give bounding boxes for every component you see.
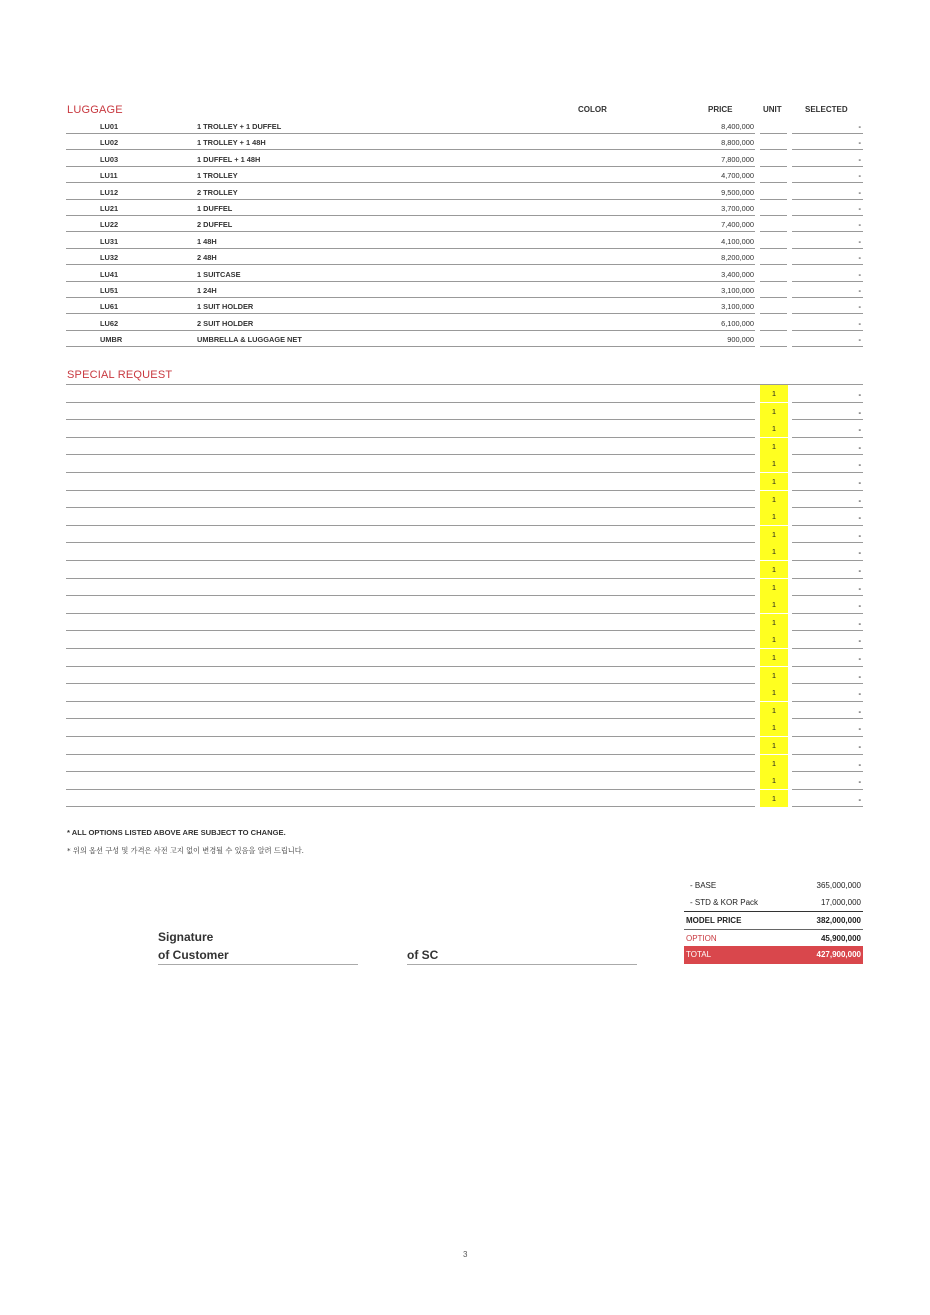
special-request-row[interactable] [66, 508, 863, 526]
luggage-code: LU12 [100, 187, 119, 197]
luggage-row [66, 233, 863, 249]
special-request-row[interactable] [66, 579, 863, 597]
request-unit[interactable]: 1 [760, 631, 788, 648]
request-selected[interactable]: - [858, 618, 861, 628]
request-selected[interactable]: - [858, 706, 861, 716]
request-unit[interactable]: 1 [760, 649, 788, 666]
luggage-row [66, 200, 863, 216]
request-unit[interactable]: 1 [760, 420, 788, 437]
special-request-row[interactable] [66, 543, 863, 561]
request-selected[interactable]: - [858, 513, 861, 523]
request-selected[interactable]: - [858, 530, 861, 540]
luggage-selected[interactable]: - [858, 187, 861, 197]
luggage-row [66, 282, 863, 298]
luggage-code: LU51 [100, 286, 119, 295]
summary-total-row [684, 946, 863, 964]
special-request-row[interactable] [66, 561, 863, 579]
luggage-price: 3,700,000 [721, 204, 754, 213]
luggage-price: 6,100,000 [721, 318, 754, 328]
luggage-code: LU31 [100, 236, 119, 246]
summary-base-row [684, 877, 863, 894]
special-request-row[interactable] [66, 684, 863, 702]
luggage-price: 3,400,000 [721, 269, 754, 279]
special-request-row[interactable] [66, 385, 863, 403]
request-selected[interactable]: - [858, 425, 861, 435]
luggage-price: 4,700,000 [721, 171, 754, 181]
request-selected[interactable]: - [858, 407, 861, 417]
request-selected[interactable]: - [858, 478, 861, 487]
luggage-code: LU03 [100, 154, 119, 164]
luggage-name: 1 TROLLEY + 1 48H [197, 138, 266, 148]
page-number: 3 [463, 1250, 468, 1259]
luggage-name: UMBRELLA & LUGGAGE NET [197, 335, 302, 345]
luggage-selected[interactable]: - [858, 335, 861, 345]
row-rule [66, 346, 755, 347]
luggage-code: LU41 [100, 269, 119, 279]
luggage-price: 8,400,000 [721, 122, 754, 131]
luggage-selected[interactable]: - [858, 253, 861, 263]
luggage-selected[interactable]: - [858, 154, 861, 164]
luggage-name: 1 24H [197, 286, 217, 295]
special-request-row[interactable] [66, 755, 863, 773]
request-unit[interactable]: 1 [760, 684, 788, 701]
request-selected[interactable]: - [858, 495, 861, 505]
luggage-selected[interactable]: - [858, 122, 861, 131]
luggage-name: 1 SUITCASE [197, 269, 241, 279]
request-selected[interactable]: - [858, 742, 861, 751]
notice-korean: * 위의 옵션 구성 및 가격은 사전 고지 없이 변경될 수 있음을 알려 드립니다. [67, 846, 304, 855]
request-unit[interactable]: 1 [760, 561, 788, 578]
special-request-row[interactable] [66, 420, 863, 438]
option-value: 45,900,000 [820, 934, 861, 943]
luggage-selected[interactable]: - [858, 286, 861, 295]
luggage-row [66, 216, 863, 232]
luggage-row [66, 167, 863, 183]
request-selected[interactable]: - [858, 794, 861, 804]
luggage-price: 7,800,000 [721, 154, 754, 164]
luggage-name: 1 SUIT HOLDER [197, 302, 254, 312]
special-request-title: SPECIAL REQUEST [67, 369, 173, 381]
request-unit[interactable]: 1 [760, 403, 788, 420]
luggage-code: LU61 [100, 302, 119, 312]
signature-label-line2: of Customer [158, 948, 229, 962]
customer-signature-line[interactable] [158, 964, 358, 965]
request-unit[interactable]: 1 [760, 667, 788, 684]
luggage-price: 3,100,000 [721, 302, 754, 312]
total-value: 427,900,000 [816, 950, 861, 959]
luggage-selected[interactable]: - [858, 204, 861, 213]
request-input-line[interactable] [66, 806, 755, 807]
request-unit[interactable]: 1 [760, 438, 788, 455]
request-unit[interactable]: 1 [760, 579, 788, 596]
luggage-row [66, 298, 863, 314]
special-request-row[interactable] [66, 702, 863, 720]
request-selected[interactable]: - [858, 566, 861, 575]
request-unit[interactable]: 1 [760, 526, 788, 543]
selected-column-header: SELECTED [805, 105, 848, 114]
luggage-selected[interactable]: - [858, 236, 861, 246]
luggage-name: 1 DUFFEL [197, 204, 233, 213]
std-pack-label: - STD & KOR Pack [690, 898, 759, 907]
luggage-price: 3,100,000 [721, 286, 754, 295]
request-selected[interactable]: - [858, 442, 861, 452]
luggage-row [66, 331, 863, 347]
luggage-name: 2 TROLLEY [197, 187, 238, 197]
request-unit[interactable]: 1 [760, 737, 788, 754]
total-label: TOTAL [686, 950, 712, 959]
luggage-code: LU21 [100, 204, 119, 213]
request-selected[interactable]: - [858, 671, 861, 681]
special-request-row[interactable] [66, 772, 863, 790]
luggage-price: 900,000 [727, 335, 754, 345]
luggage-selected[interactable]: - [858, 138, 861, 148]
base-value: 365,000,000 [816, 881, 861, 890]
request-unit[interactable]: 1 [760, 491, 788, 508]
request-selected[interactable]: - [858, 583, 861, 593]
luggage-row [66, 118, 863, 134]
luggage-name: 2 SUIT HOLDER [197, 318, 254, 328]
selected-rule [792, 806, 863, 807]
request-unit[interactable]: 1 [760, 772, 788, 789]
luggage-price: 8,200,000 [721, 253, 754, 263]
special-request-row[interactable] [66, 614, 863, 632]
luggage-code: LU62 [100, 318, 119, 328]
request-selected[interactable]: - [858, 724, 861, 734]
request-selected[interactable]: - [858, 390, 861, 399]
luggage-name: 2 48H [197, 253, 217, 263]
special-request-row[interactable] [66, 473, 863, 491]
model-price-label: MODEL PRICE [686, 916, 742, 925]
luggage-selected[interactable]: - [858, 269, 861, 279]
request-unit[interactable]: 1 [760, 455, 788, 472]
luggage-code: LU01 [100, 122, 119, 131]
special-request-row[interactable] [66, 667, 863, 685]
request-unit[interactable]: 1 [760, 702, 788, 719]
request-unit[interactable]: 1 [760, 543, 788, 560]
luggage-selected[interactable]: - [858, 302, 861, 312]
summary-option-row [684, 929, 863, 947]
luggage-price: 9,500,000 [721, 187, 754, 197]
special-request-row[interactable] [66, 790, 863, 808]
luggage-price: 8,800,000 [721, 138, 754, 148]
request-selected[interactable]: - [858, 759, 861, 769]
luggage-name: 1 48H [197, 236, 217, 246]
request-unit[interactable]: 1 [760, 614, 788, 631]
luggage-name: 2 DUFFEL [197, 220, 233, 230]
special-request-row[interactable] [66, 526, 863, 544]
unit-column-header: UNIT [763, 105, 782, 114]
sc-signature-label: of SC [407, 948, 439, 962]
luggage-code: UMBR [100, 335, 123, 345]
special-request-row[interactable] [66, 719, 863, 737]
request-selected[interactable]: - [858, 460, 861, 470]
special-request-row[interactable] [66, 649, 863, 667]
luggage-row [66, 249, 863, 265]
signature-label-line1: Signature [158, 930, 214, 944]
luggage-selected[interactable]: - [858, 220, 861, 230]
request-selected[interactable]: - [858, 601, 861, 611]
request-unit[interactable]: 1 [760, 385, 788, 402]
request-selected[interactable]: - [858, 654, 861, 663]
luggage-code: LU22 [100, 220, 119, 230]
request-unit[interactable]: 1 [760, 719, 788, 736]
luggage-name: 1 DUFFEL + 1 48H [197, 154, 261, 164]
luggage-code: LU02 [100, 138, 119, 148]
request-selected[interactable]: - [858, 689, 861, 699]
special-request-row[interactable] [66, 737, 863, 755]
luggage-row [66, 134, 863, 150]
base-label: - BASE [690, 881, 717, 890]
special-request-row[interactable] [66, 596, 863, 614]
luggage-code: LU32 [100, 253, 119, 263]
luggage-section-title: LUGGAGE [67, 104, 123, 116]
luggage-name: 1 TROLLEY [197, 171, 238, 181]
special-request-row[interactable] [66, 438, 863, 456]
unit-rule [760, 346, 787, 347]
request-unit[interactable]: 1 [760, 473, 788, 490]
luggage-code: LU11 [100, 171, 118, 181]
special-request-row[interactable] [66, 403, 863, 421]
notice-english: * ALL OPTIONS LISTED ABOVE ARE SUBJECT TO CHANGE. [67, 828, 286, 837]
model-price-value: 382,000,000 [816, 916, 861, 925]
request-unit[interactable]: 1 [760, 755, 788, 772]
summary-model-row [684, 911, 863, 929]
price-column-header: PRICE [708, 105, 733, 114]
luggage-row [66, 266, 863, 282]
color-column-header: COLOR [578, 105, 607, 114]
request-selected[interactable]: - [858, 548, 861, 558]
request-unit[interactable]: 1 [760, 790, 788, 807]
request-unit[interactable]: 1 [760, 508, 788, 525]
selected-rule [792, 346, 863, 347]
luggage-row [66, 184, 863, 200]
request-unit[interactable]: 1 [760, 596, 788, 613]
luggage-selected[interactable]: - [858, 318, 861, 328]
luggage-row [66, 151, 863, 167]
luggage-row [66, 315, 863, 331]
luggage-selected[interactable]: - [858, 171, 861, 181]
special-request-row[interactable] [66, 491, 863, 509]
summary-std-row [684, 894, 863, 911]
luggage-name: 1 TROLLEY + 1 DUFFEL [197, 122, 282, 131]
option-label: OPTION [686, 934, 717, 943]
std-pack-value: 17,000,000 [820, 898, 861, 907]
luggage-price: 7,400,000 [721, 220, 754, 230]
sc-signature-line[interactable] [407, 964, 637, 965]
special-request-row[interactable] [66, 455, 863, 473]
request-selected[interactable]: - [858, 777, 861, 787]
request-selected[interactable]: - [858, 636, 861, 646]
special-request-row[interactable] [66, 631, 863, 649]
luggage-price: 4,100,000 [721, 236, 754, 246]
